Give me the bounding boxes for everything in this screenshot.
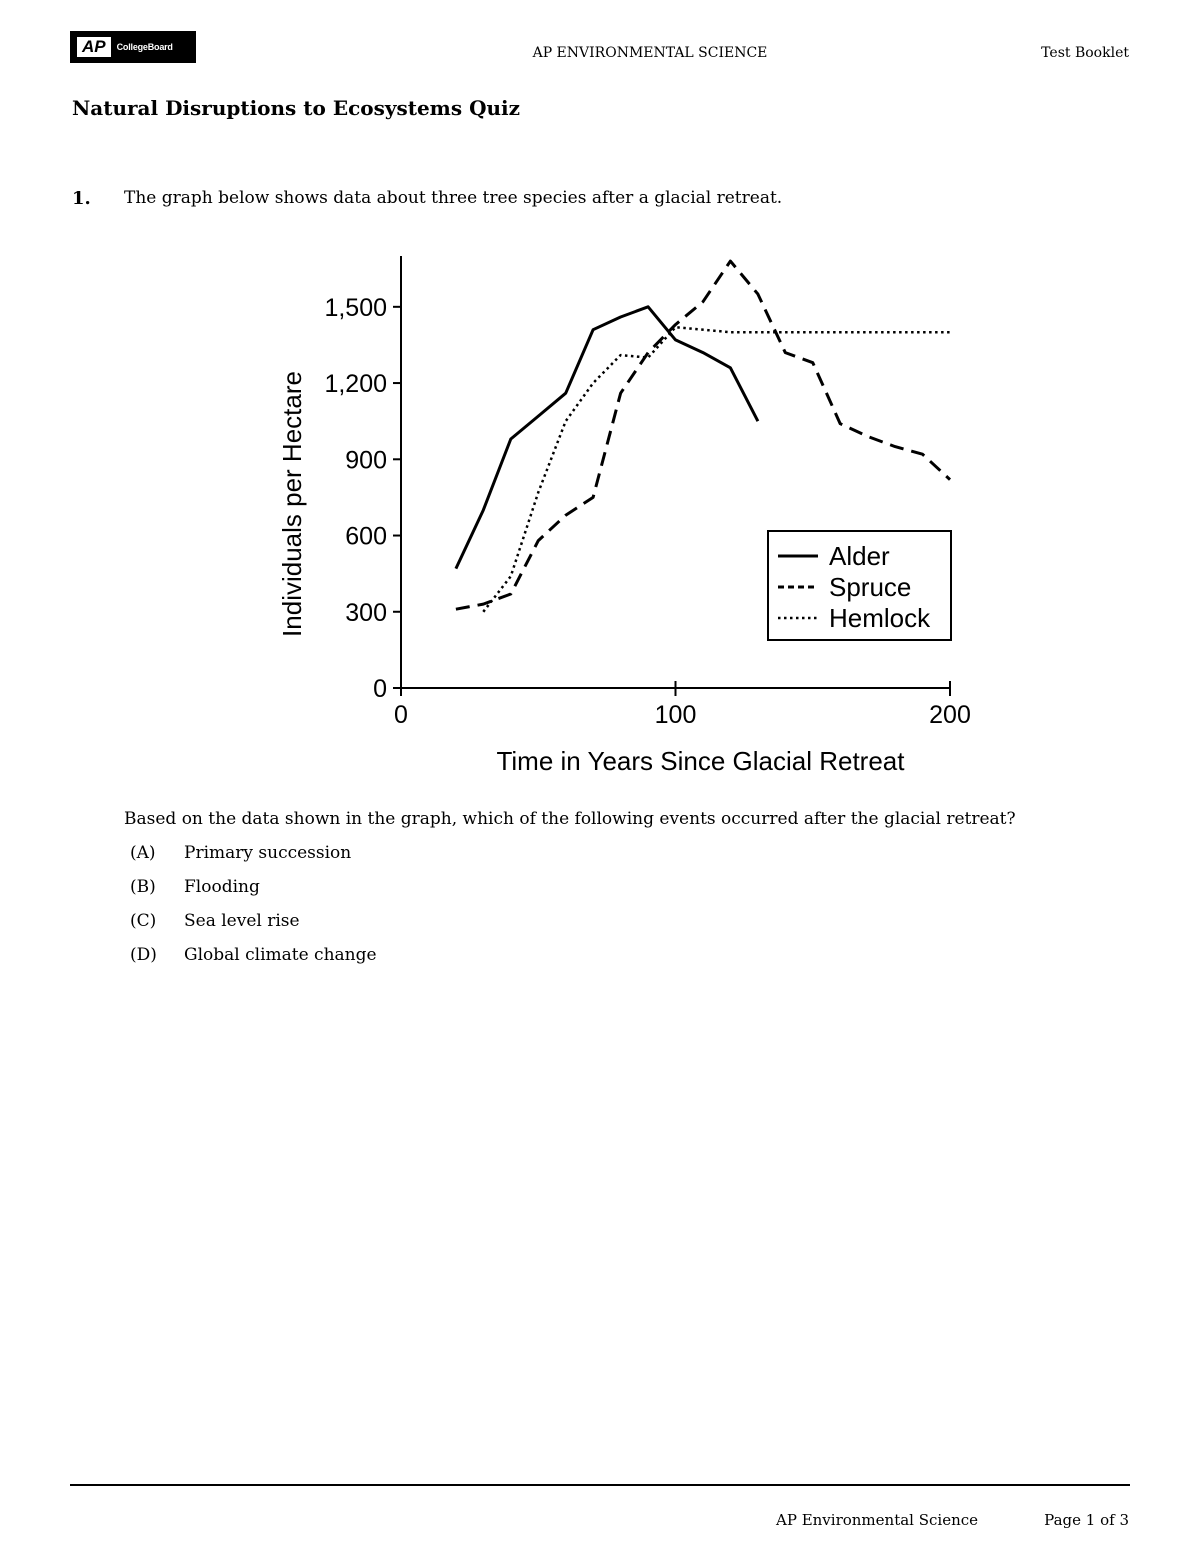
y-tick-label: 900 xyxy=(345,446,387,475)
choice-text: Sea level rise xyxy=(184,911,300,931)
series-line-alder xyxy=(456,307,758,569)
y-tick-label: 300 xyxy=(345,598,387,627)
header-subject: AP ENVIRONMENTAL SCIENCE xyxy=(532,45,768,61)
legend-label-alder: Alder xyxy=(829,541,890,571)
answer-choice-b[interactable] xyxy=(130,877,260,897)
legend-label-hemlock: Hemlock xyxy=(829,603,931,633)
legend-label-spruce: Spruce xyxy=(829,572,912,602)
y-tick-label: 600 xyxy=(345,522,387,551)
x-tick-label: 0 xyxy=(394,701,408,729)
chart-axes xyxy=(277,256,971,776)
y-tick-label: 1,500 xyxy=(324,293,387,322)
choice-label: (D) xyxy=(130,945,157,965)
page-title: Natural Disruptions to Ecosystems Quiz xyxy=(72,96,520,120)
y-axis-title: Individuals per Hectare xyxy=(277,371,307,637)
footer-divider xyxy=(70,1484,1130,1486)
answer-choice-d[interactable] xyxy=(130,945,377,965)
logo-ap-mark: AP xyxy=(77,37,111,57)
choice-label: (B) xyxy=(130,877,156,897)
choice-text: Global climate change xyxy=(184,945,377,965)
footer-subject: AP Environmental Science xyxy=(776,1511,979,1529)
choice-text: Primary succession xyxy=(184,843,352,863)
choice-label: (C) xyxy=(130,911,157,931)
question-prompt: Based on the data shown in the graph, which of the following events occurred after the glacial retreat? xyxy=(124,809,1016,829)
x-axis-title: Time in Years Since Glacial Retreat xyxy=(496,746,905,776)
x-tick-label: 100 xyxy=(654,701,697,729)
logo-collegeboard-text: CollegeBoard xyxy=(116,42,173,52)
y-tick-label: 0 xyxy=(373,675,387,703)
y-tick-label: 1,200 xyxy=(324,370,387,399)
chart-svg xyxy=(260,240,1000,800)
chart-legend xyxy=(768,531,951,640)
choice-label: (A) xyxy=(130,843,156,863)
tree-population-chart xyxy=(260,240,1000,800)
question-number: 1. xyxy=(72,188,91,209)
x-tick-label: 200 xyxy=(929,701,971,729)
question-text: The graph below shows data about three tree species after a glacial retreat. xyxy=(124,188,783,208)
choice-text: Flooding xyxy=(184,877,260,897)
answer-choice-c[interactable] xyxy=(130,911,300,931)
answer-choice-a[interactable] xyxy=(130,843,351,863)
ap-collegeboard-logo xyxy=(70,31,196,63)
header-booklet-label: Test Booklet xyxy=(1041,45,1129,61)
footer-page-number: Page 1 of 3 xyxy=(1044,1511,1129,1529)
